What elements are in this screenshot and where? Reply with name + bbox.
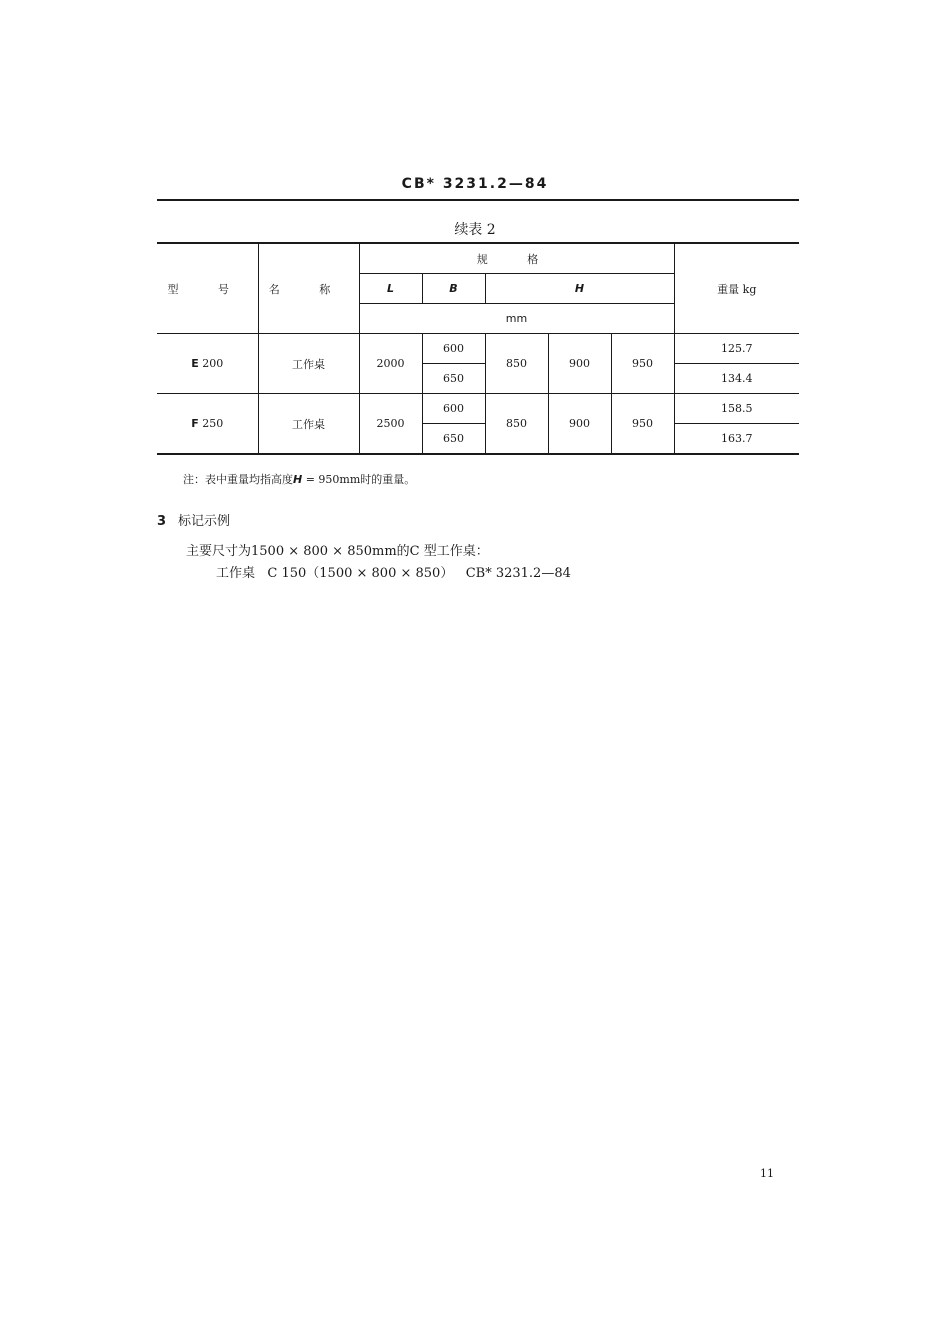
cell-H: 950 <box>611 334 674 394</box>
section-heading: 3 标记示例 <box>157 514 231 529</box>
cell-L: 2000 <box>359 334 422 394</box>
header-rule <box>157 199 799 201</box>
header-row-1 <box>157 243 799 274</box>
marking-example: 工作桌 C 150（1500 × 800 × 850） CB* 3231.2—84 <box>216 566 571 581</box>
cell-H: 850 <box>485 394 548 455</box>
table-row <box>157 394 799 424</box>
cell-B: 650 <box>422 364 485 394</box>
page-number: 11 <box>760 1167 774 1180</box>
spec-table <box>157 242 799 455</box>
cell-model: E 200 <box>157 334 258 394</box>
cell-B: 600 <box>422 394 485 424</box>
cell-B: 600 <box>422 334 485 364</box>
table-caption: 续表 2 <box>454 222 496 238</box>
header-unit: mm <box>359 304 674 334</box>
cell-H: 950 <box>611 394 674 455</box>
header-weight: 重量 kg <box>674 243 799 334</box>
standard-code: CB* 3231.2—84 <box>401 176 549 192</box>
cell-H: 900 <box>548 334 611 394</box>
table-row <box>157 334 799 364</box>
table-note: 注：表中重量均指高度H = 950mm时的重量。 <box>183 473 416 486</box>
example-description: 主要尺寸为1500 × 800 × 850mm的C 型工作桌： <box>186 544 489 559</box>
header-L: L <box>359 274 422 304</box>
cell-H: 900 <box>548 394 611 455</box>
header-name: 名 称 <box>258 243 359 334</box>
cell-weight: 163.7 <box>674 424 799 455</box>
header-spec: 规 格 <box>359 243 674 274</box>
cell-H: 850 <box>485 334 548 394</box>
header-H: H <box>485 274 674 304</box>
cell-model: F 250 <box>157 394 258 455</box>
cell-weight: 158.5 <box>674 394 799 424</box>
cell-weight: 134.4 <box>674 364 799 394</box>
cell-name: 工作桌 <box>258 394 359 455</box>
cell-L: 2500 <box>359 394 422 455</box>
cell-name: 工作桌 <box>258 334 359 394</box>
header-B: B <box>422 274 485 304</box>
cell-weight: 125.7 <box>674 334 799 364</box>
cell-B: 650 <box>422 424 485 455</box>
header-model: 型 号 <box>157 243 258 334</box>
